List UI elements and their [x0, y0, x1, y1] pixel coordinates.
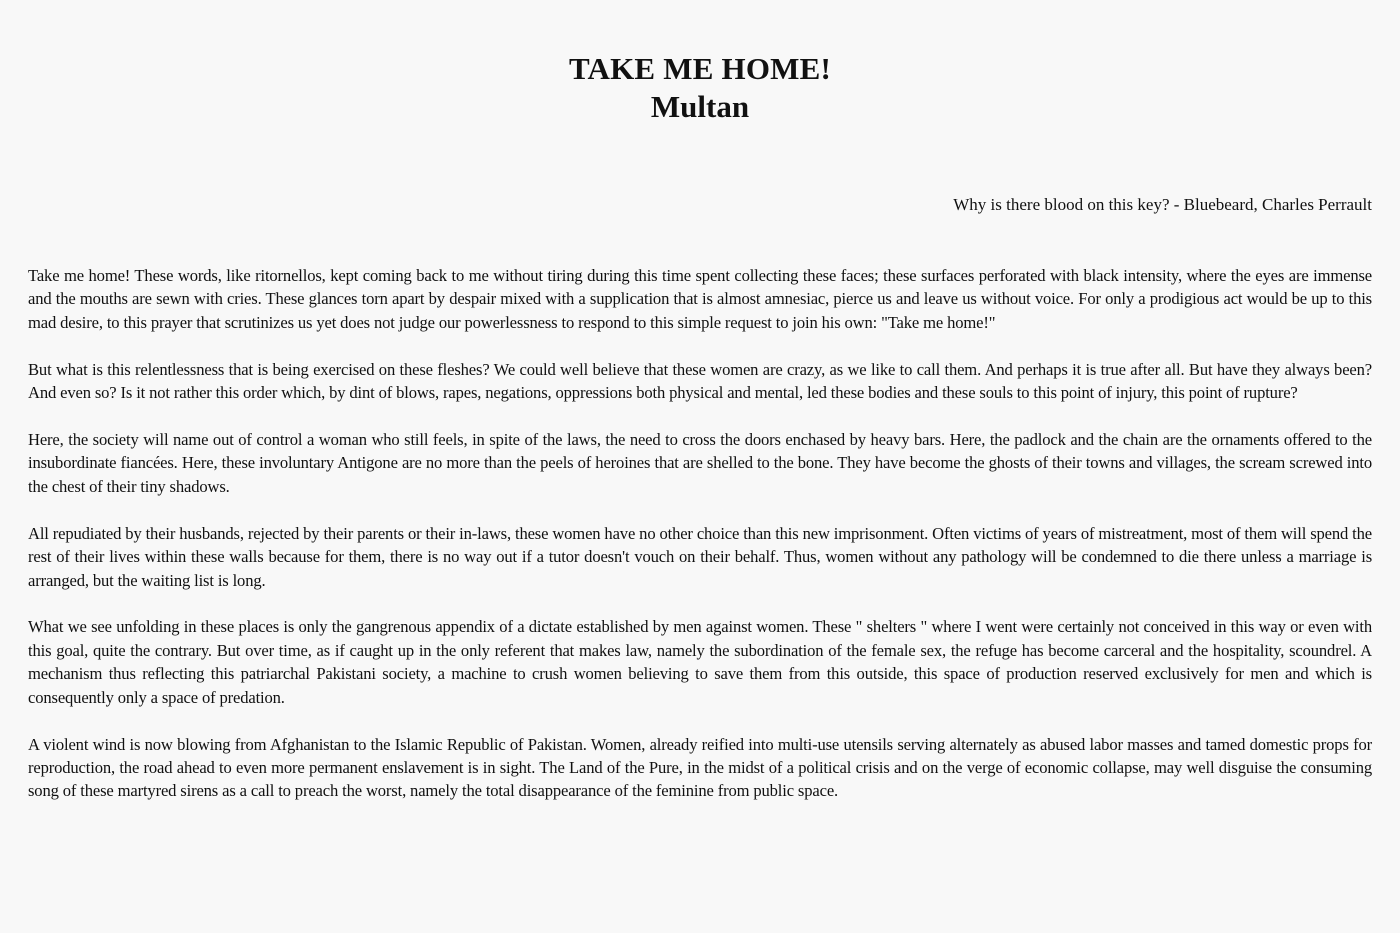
document-page [28, 0, 1372, 933]
paragraph-6: A violent wind is now blowing from Afghanistan to the Islamic Republic of Pakistan. Women, already reified into multi-use utensils serving alternately as abused labor masses and tamed domestic props for reproduction, the road ahead to even more permanent enslavement is in sight. The Land of the Pure, in the midst of a political crisis and on the verge of economic collapse, may well disguise the consuming song of these martyred sirens as a call to preach the worst, namely the total disappearance of the feminine from public space. [28, 734, 1372, 801]
page-subtitle: Multan [650, 89, 750, 124]
paragraph-4: All repudiated by their husbands, rejected by their parents or their in-laws, these women have no other choice than this new imprisonment. Often victims of years of mistreatment, most of them will spend the rest of their lives within these walls because for them, there is no way out if a tutor doesn't vouch on their behalf. Thus, women without any pathology will be condemned to die there unless a marriage is arranged, but the waiting list is long. [28, 523, 1372, 590]
essay-body [28, 264, 1372, 826]
paragraph-5: What we see unfolding in these places is only the gangrenous appendix of a dictate established by men against women. These " shelters " where I went were certainly not conceived in this way or even with this goal, quite the contrary. But over time, as if caught up in the only referent that makes law, namely the subordination of the female sex, the refuge has become carceral and the hospitality, scoundrel. A mechanism thus reflecting this patriarchal Pakistani society, a machine to crush women believing to save them from this outside, this space of production reserved exclusively for men and which is consequently only a space of predation. [28, 617, 1372, 707]
epigraph-quote: Why is there blood on this key? - Bluebeard, Charles Perrault [953, 195, 1372, 214]
paragraph-3: Here, the society will name out of control a woman who still feels, in spite of the laws, the need to cross the doors enchased by heavy bars. Here, the padlock and the chain are the ornaments offered to the insubordinate fiancées. Here, these involuntary Antigone are no more than the peels of heroines that are shelled to the bone. They have become the ghosts of their towns and villages, the scream screwed into the chest of their tiny shadows. [28, 430, 1372, 496]
paragraph-1: Take me home! These words, like ritornellos, kept coming back to me without tiring during this time spent collecting these faces; these surfaces perforated with black intensity, where the eyes are immense and the mouths are sewn with cries. These glances torn apart by despair mixed with a supplication that is almost amnesiac, pierce us and leave us without voice. For only a prodigious act would be up to this mad desire, to this prayer that scrutinizes us yet does not judge our powerlessness to respond to this simple request to join his own: "Take me home!" [28, 266, 1372, 332]
page-title: TAKE ME HOME! [568, 51, 832, 86]
title-block [28, 50, 1372, 126]
paragraph-2: But what is this relentlessness that is being exercised on these fleshes? We could well believe that these women are crazy, as we like to call them. And perhaps it is true after all. But have they always been? And even so? Is it not rather this order which, by dint of blows, rapes, negations, oppressions both physical and mental, led these bodies and these souls to this point of injury, this point of rupture? [28, 359, 1372, 403]
